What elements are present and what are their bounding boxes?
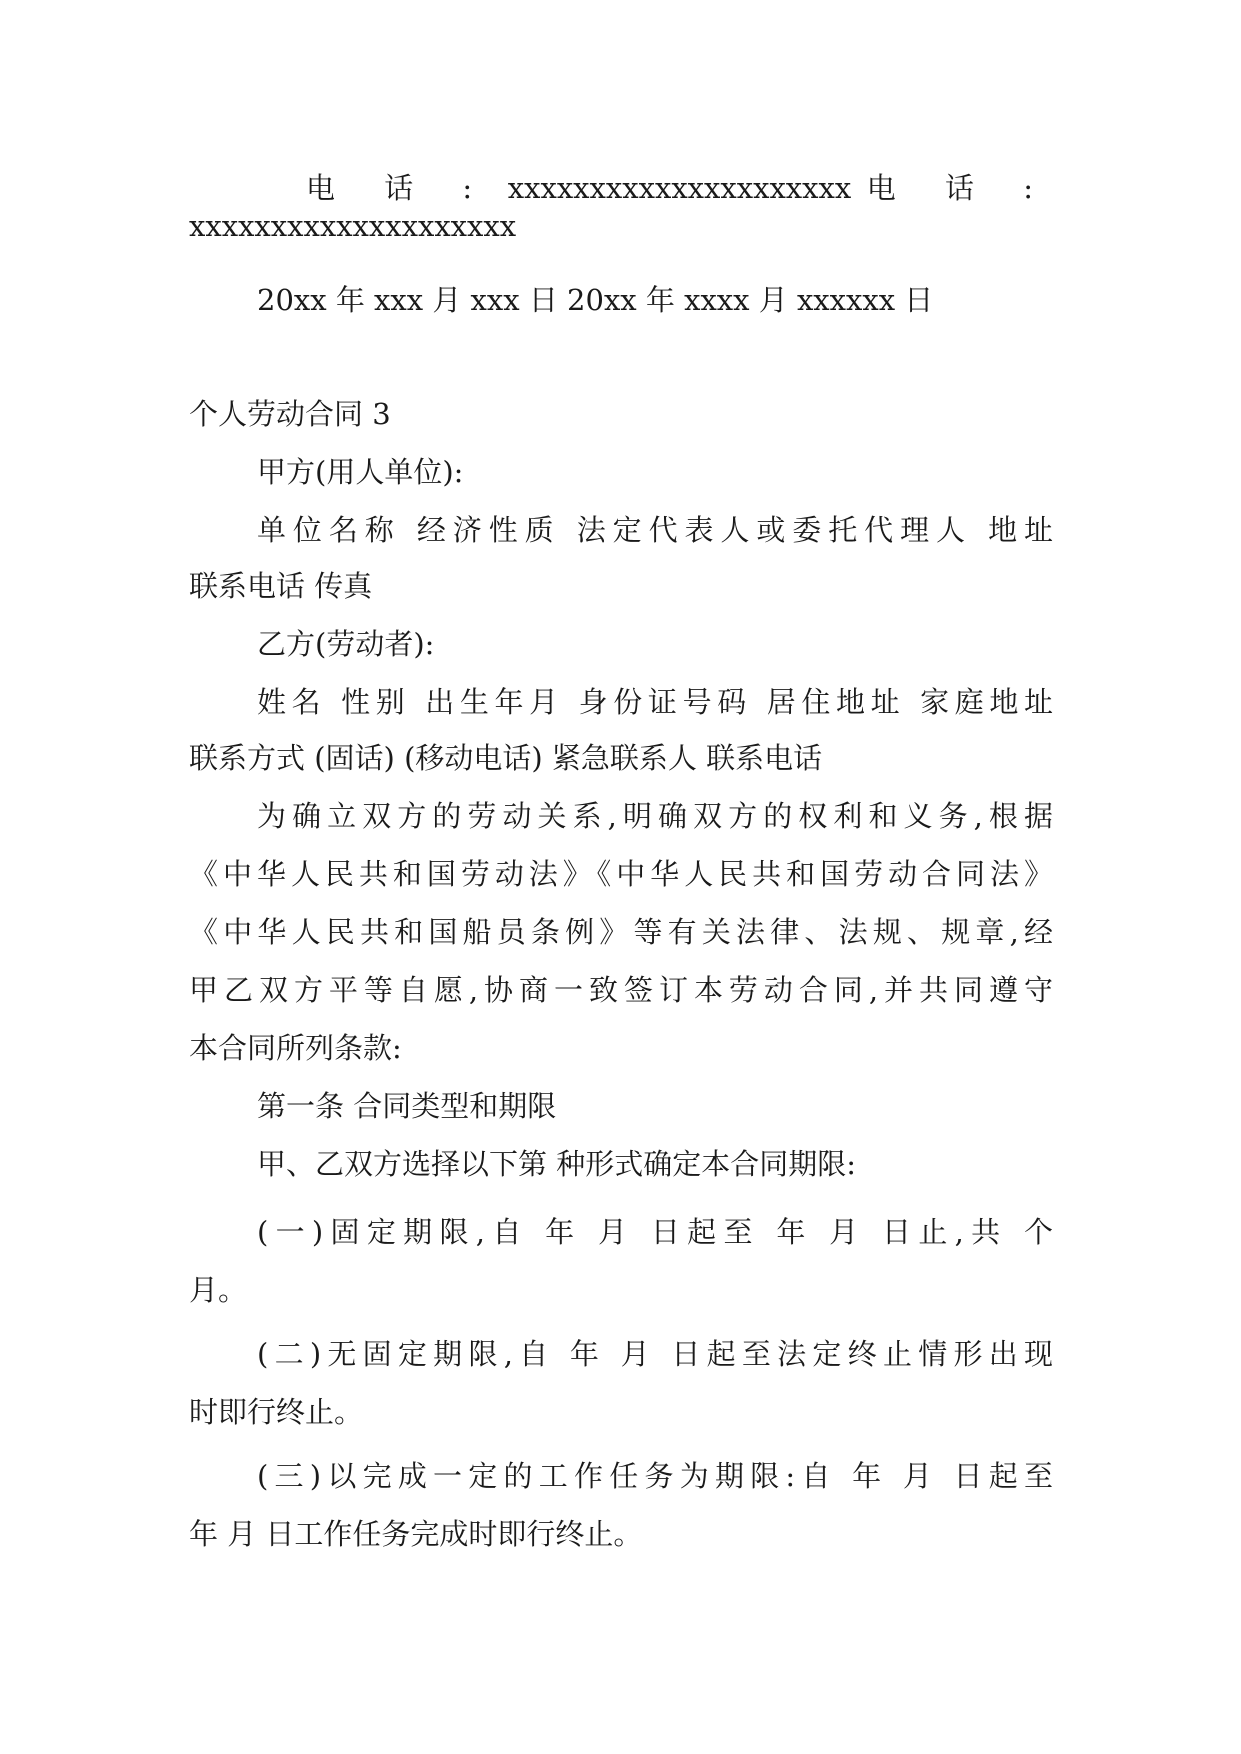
phone-value-a: xxxxxxxxxxxxxxxxxxxxx [507, 171, 852, 205]
option-task-term: (三)以完成一定的工作任务为期限:自 年 月 日起至 [257, 1459, 1053, 1493]
option-fixed-term: (一)固定期限,自 年 月 日起至 年 月 日止,共 个 [257, 1215, 1053, 1249]
preamble-line: 《中华人民共和国船员条例》等有关法律、法规、规章,经 [189, 915, 1053, 949]
preamble-line: 《中华人民共和国劳动法》《中华人民共和国劳动合同法》 [189, 857, 1053, 891]
party-b-heading: 乙方(劳动者): [257, 627, 435, 661]
preamble-line: 为确立双方的劳动关系,明确双方的权利和义务,根据 [257, 799, 1053, 833]
party-b-fields-cont: 联系方式 (固话) (移动电话) 紧急联系人 联系电话 [189, 741, 823, 775]
option-open-term-cont: 时即行终止。 [189, 1395, 364, 1429]
preamble-line: 本合同所列条款: [189, 1031, 402, 1065]
option-open-term: (二)无固定期限,自 年 月 日起至法定终止情形出现 [257, 1337, 1053, 1371]
option-fixed-term-cont: 月。 [189, 1273, 248, 1307]
article1-intro: 甲、乙双方选择以下第 种形式确定本合同期限: [257, 1147, 856, 1181]
phone-value-b: xxxxxxxxxxxxxxxxxxxx [189, 209, 517, 243]
preamble-line: 甲乙双方平等自愿,协商一致签订本劳动合同,并共同遵守 [189, 973, 1053, 1007]
party-b-fields: 姓名 性别 出生年月 身份证号码 居住地址 家庭地址 [257, 685, 1053, 719]
contract-title: 个人劳动合同 3 [189, 397, 391, 431]
party-a-fields-cont: 联系电话 传真 [189, 569, 373, 603]
option-task-term-cont: 年 月 日工作任务完成时即行终止。 [189, 1517, 643, 1551]
date-line: 20xx 年 xxx 月 xxx 日 20xx 年 xxxx 月 xxxxxx 日 [257, 283, 934, 317]
party-a-fields: 单位名称 经济性质 法定代表人或委托代理人 地址 [257, 513, 1053, 547]
party-a-heading: 甲方(用人单位): [257, 455, 464, 489]
phone-row [306, 168, 1053, 208]
phone-label-a: 电 话 : [306, 171, 493, 205]
phone-label-b: 电 话 : [866, 171, 1053, 205]
article1-title: 第一条 合同类型和期限 [257, 1089, 557, 1123]
